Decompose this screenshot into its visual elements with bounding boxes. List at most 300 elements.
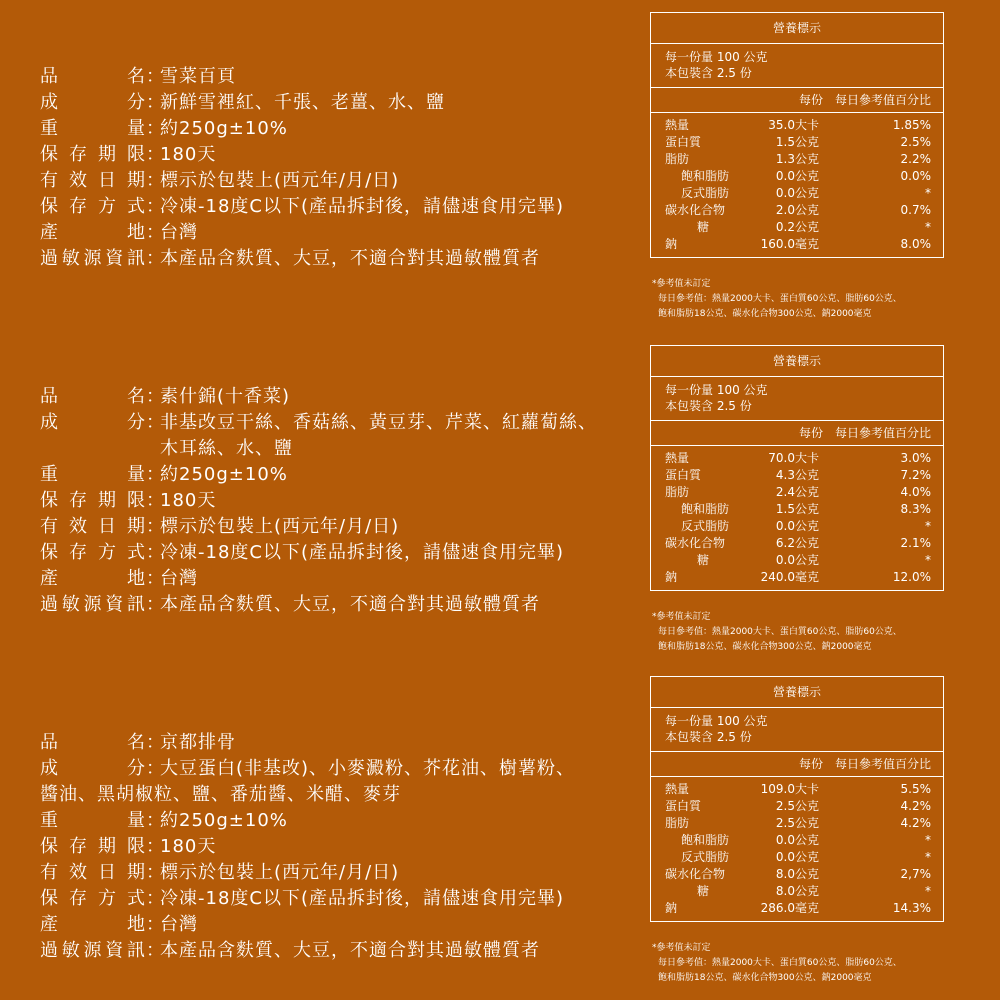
info-colon: ： xyxy=(146,862,165,883)
servings-per-pack: 本包裝含 2.5 份 xyxy=(665,730,752,744)
info-colon: ： xyxy=(146,222,165,243)
nutrient-name: 鈉 xyxy=(665,570,678,584)
label-char: 訊 xyxy=(127,594,146,615)
info-value-name: 雪菜百頁 xyxy=(160,66,236,87)
label-char: 產 xyxy=(40,568,59,589)
nutrient-amount: 109.0大卡 xyxy=(760,782,819,796)
info-colon: ： xyxy=(146,248,165,269)
info-value-origin: 台灣 xyxy=(160,568,198,589)
nutrient-name: 碳水化合物 xyxy=(665,536,726,550)
nutrient-amount: 2.5公克 xyxy=(775,816,819,830)
info-label xyxy=(40,246,146,272)
info-label xyxy=(40,90,146,116)
nutrient-amount: 1.3公克 xyxy=(775,152,819,166)
nutrient-percent: 14.3% xyxy=(892,901,931,915)
footnote-line: 飽和脂肪18公克、碳水化合物300公克、鈉2000毫克 xyxy=(658,642,872,652)
label-char: 限 xyxy=(127,144,146,165)
serving-info xyxy=(651,377,943,421)
info-label xyxy=(40,220,146,246)
nutrient-amount: 0.0公克 xyxy=(775,519,819,533)
info-value-storage: 冷凍-18度C以下(產品拆封後，請儘速食用完畢) xyxy=(160,542,565,563)
label-char: 有 xyxy=(40,862,59,883)
nutrient-name: 碳水化合物 xyxy=(665,203,726,217)
info-value-ingredients: 非基改豆干絲、香菇絲、黃豆芽、芹菜、紅蘿蔔絲、 xyxy=(160,412,597,433)
info-colon: ： xyxy=(146,118,165,139)
label-char: 過 xyxy=(40,940,59,961)
label-char: 源 xyxy=(83,248,103,269)
info-value-allergen: 本產品含麩質、大豆，不適合對其過敏體質者 xyxy=(160,940,540,961)
info-colon: ： xyxy=(146,940,165,961)
nutrition-row xyxy=(665,815,931,832)
nutrient-name: 熱量 xyxy=(665,118,690,132)
footnote-line: 每日參考值：熱量2000大卡、蛋白質60公克、脂肪60公克、 xyxy=(658,958,902,968)
nutrient-amount: 2.0公克 xyxy=(775,203,819,217)
label-char: 效 xyxy=(69,862,88,883)
label-char: 有 xyxy=(40,516,59,537)
label-char: 日 xyxy=(98,516,117,537)
info-colon: ： xyxy=(146,732,165,753)
info-colon: ： xyxy=(146,888,165,909)
label-char: 期 xyxy=(98,836,117,857)
nutrition-footnote xyxy=(652,941,982,986)
nutrition-row xyxy=(665,849,931,866)
serving-info xyxy=(651,708,943,752)
info-label xyxy=(40,912,146,938)
nutrient-percent: * xyxy=(925,519,931,533)
nutrient-name: 蛋白質 xyxy=(665,799,702,813)
label-char: 成 xyxy=(40,412,59,433)
info-value-name: 京都排骨 xyxy=(160,732,236,753)
nutrition-panel xyxy=(650,345,944,591)
info-colon: ： xyxy=(146,914,165,935)
info-value-shelf: 180天 xyxy=(160,836,217,857)
label-char: 日 xyxy=(98,170,117,191)
col-daily-value: 每日參考值百分比 xyxy=(834,426,931,440)
nutrient-name: 脂肪 xyxy=(665,485,690,499)
info-value-shelf: 180天 xyxy=(160,144,217,165)
label-char: 產 xyxy=(40,914,59,935)
footnote-line: 每日參考值：熱量2000大卡、蛋白質60公克、脂肪60公克、 xyxy=(658,294,902,304)
info-row-storage xyxy=(40,194,564,220)
info-colon: ： xyxy=(146,810,165,831)
info-row-weight xyxy=(40,462,288,488)
nutrition-footnote xyxy=(652,277,982,322)
nutrition-row xyxy=(665,185,931,202)
label-char: 地 xyxy=(127,914,146,935)
info-row-name xyxy=(40,384,290,410)
label-char: 限 xyxy=(127,490,146,511)
nutrient-percent: 4.2% xyxy=(900,799,931,813)
info-row-allergen xyxy=(40,246,540,272)
nutrition-title: 營養標示 xyxy=(651,346,943,377)
label-char: 重 xyxy=(40,810,59,831)
info-colon: ： xyxy=(146,92,165,113)
nutrient-percent: 7.2% xyxy=(900,468,931,482)
col-per-serving: 每份 xyxy=(798,93,823,107)
info-row-storage xyxy=(40,540,564,566)
nutrition-row xyxy=(665,134,931,151)
nutrient-name: 反式脂肪 xyxy=(681,850,730,864)
label-char: 資 xyxy=(105,248,125,269)
info-label xyxy=(40,462,146,488)
nutrient-percent: 1.85% xyxy=(892,118,931,132)
nutrient-percent: 8.0% xyxy=(900,237,931,251)
nutrient-name: 反式脂肪 xyxy=(681,186,730,200)
label-char: 名 xyxy=(127,386,146,407)
info-label xyxy=(40,168,146,194)
nutrition-row xyxy=(665,484,931,501)
nutrient-amount: 160.0毫克 xyxy=(760,237,819,251)
label-char: 存 xyxy=(69,196,88,217)
nutrient-percent: 3.0% xyxy=(900,451,931,465)
nutrient-amount: 1.5公克 xyxy=(775,135,819,149)
nutrient-percent: * xyxy=(925,553,931,567)
nutrient-amount: 4.3公克 xyxy=(775,468,819,482)
info-value-allergen: 本產品含麩質、大豆，不適合對其過敏體質者 xyxy=(160,248,540,269)
label-char: 存 xyxy=(69,542,88,563)
nutrition-panel xyxy=(650,676,944,922)
label-char: 保 xyxy=(40,144,59,165)
info-label xyxy=(40,756,146,782)
info-colon: ： xyxy=(146,490,165,511)
info-row-ingredients xyxy=(40,90,445,116)
nutrition-row xyxy=(665,866,931,883)
nutrient-percent: 2.5% xyxy=(900,135,931,149)
label-char: 品 xyxy=(40,66,59,87)
info-label xyxy=(40,730,146,756)
info-value-expiry: 標示於包裝上(西元年/月/日) xyxy=(160,170,400,191)
info-row-weight xyxy=(40,116,288,142)
label-char: 量 xyxy=(127,810,146,831)
nutrient-percent: * xyxy=(925,884,931,898)
nutrient-percent: 0.7% xyxy=(900,203,931,217)
nutrition-row xyxy=(665,501,931,518)
nutrition-row xyxy=(665,518,931,535)
nutrient-name: 鈉 xyxy=(665,901,678,915)
info-label xyxy=(40,64,146,90)
info-colon: ： xyxy=(146,66,165,87)
nutrition-title: 營養標示 xyxy=(651,677,943,708)
nutrient-amount: 0.0公克 xyxy=(775,833,819,847)
nutrient-name: 蛋白質 xyxy=(665,468,702,482)
nutrient-amount: 70.0大卡 xyxy=(768,451,819,465)
label-char: 保 xyxy=(40,836,59,857)
info-value-allergen: 本產品含麩質、大豆，不適合對其過敏體質者 xyxy=(160,594,540,615)
nutrient-name: 反式脂肪 xyxy=(681,519,730,533)
info-label xyxy=(40,834,146,860)
label-char: 過 xyxy=(40,594,59,615)
label-char: 存 xyxy=(69,836,88,857)
info-row-ingredients xyxy=(40,410,597,436)
nutrient-name: 脂肪 xyxy=(665,816,690,830)
nutrient-amount: 1.5公克 xyxy=(775,502,819,516)
nutrient-percent: 5.5% xyxy=(900,782,931,796)
info-value-expiry: 標示於包裝上(西元年/月/日) xyxy=(160,516,400,537)
info-row-shelf xyxy=(40,834,216,860)
nutrition-row xyxy=(665,236,931,253)
info-row-shelf xyxy=(40,488,216,514)
nutrient-percent: 4.0% xyxy=(900,485,931,499)
nutrient-amount: 2.4公克 xyxy=(775,485,819,499)
info-label xyxy=(40,116,146,142)
label-char: 式 xyxy=(127,888,146,909)
label-char: 期 xyxy=(127,516,146,537)
info-value-ingredients-cont: 醬油、黑胡椒粒、鹽、番茄醬、米醋、麥芽 xyxy=(40,784,401,805)
info-row-expiry xyxy=(40,860,399,886)
nutrition-header xyxy=(651,88,943,113)
info-value-weight: 約250g±10% xyxy=(160,810,288,831)
info-value-expiry: 標示於包裝上(西元年/月/日) xyxy=(160,862,400,883)
label-char: 源 xyxy=(83,940,103,961)
info-row-expiry xyxy=(40,514,399,540)
label-char: 資 xyxy=(105,940,125,961)
nutrient-amount: 0.0公克 xyxy=(775,169,819,183)
nutrition-header xyxy=(651,421,943,446)
info-colon: ： xyxy=(146,386,165,407)
info-label xyxy=(40,410,146,436)
label-char: 成 xyxy=(40,758,59,779)
nutrition-row xyxy=(665,202,931,219)
info-row-name xyxy=(40,730,236,756)
nutrition-row xyxy=(665,781,931,798)
info-value-ingredients: 新鮮雪裡紅、千張、老薑、水、鹽 xyxy=(160,92,445,113)
info-colon: ： xyxy=(146,412,165,433)
nutrition-row xyxy=(665,450,931,467)
label-char: 式 xyxy=(127,196,146,217)
nutrient-amount: 0.0公克 xyxy=(775,850,819,864)
label-char: 名 xyxy=(127,66,146,87)
label-char: 量 xyxy=(127,464,146,485)
info-label xyxy=(40,566,146,592)
nutrition-header xyxy=(651,752,943,777)
nutrient-name: 鈉 xyxy=(665,237,678,251)
label-char: 訊 xyxy=(127,940,146,961)
footnote-line: *參考值未訂定 xyxy=(652,943,711,953)
info-label xyxy=(40,938,146,964)
nutrient-name: 飽和脂肪 xyxy=(681,169,730,183)
nutrition-row xyxy=(665,798,931,815)
info-label xyxy=(40,142,146,168)
label-char: 分 xyxy=(127,412,146,433)
info-row-ingredients xyxy=(40,756,575,782)
info-label xyxy=(40,540,146,566)
info-value-weight: 約250g±10% xyxy=(160,118,288,139)
nutrient-percent: * xyxy=(925,850,931,864)
label-char: 分 xyxy=(127,92,146,113)
info-value-ingredients-cont: 木耳絲、水、鹽 xyxy=(160,438,293,459)
label-char: 存 xyxy=(69,490,88,511)
info-label xyxy=(40,886,146,912)
info-colon: ： xyxy=(146,464,165,485)
col-daily-value: 每日參考值百分比 xyxy=(834,757,931,771)
label-char: 保 xyxy=(40,490,59,511)
label-char: 保 xyxy=(40,196,59,217)
nutrition-title: 營養標示 xyxy=(651,13,943,44)
info-label xyxy=(40,384,146,410)
nutrient-amount: 0.0公克 xyxy=(775,186,819,200)
info-label xyxy=(40,808,146,834)
nutrient-name: 糖 xyxy=(697,220,710,234)
nutrition-row xyxy=(665,168,931,185)
info-row-allergen xyxy=(40,592,540,618)
label-char: 資 xyxy=(105,594,125,615)
serving-size: 每一份量 100 公克 xyxy=(665,383,768,397)
label-char: 期 xyxy=(98,490,117,511)
nutrient-amount: 6.2公克 xyxy=(775,536,819,550)
nutrient-percent: 0.0% xyxy=(900,169,931,183)
nutrition-row xyxy=(665,569,931,586)
nutrition-row xyxy=(665,117,931,134)
label-char: 訊 xyxy=(127,248,146,269)
nutrition-row xyxy=(665,832,931,849)
info-label xyxy=(40,194,146,220)
nutrition-footnote xyxy=(652,610,982,655)
col-daily-value: 每日參考值百分比 xyxy=(834,93,931,107)
nutrition-row xyxy=(665,219,931,236)
info-value-origin: 台灣 xyxy=(160,914,198,935)
serving-size: 每一份量 100 公克 xyxy=(665,50,768,64)
info-row-origin xyxy=(40,220,198,246)
nutrition-row xyxy=(665,151,931,168)
nutrition-row xyxy=(665,535,931,552)
nutrition-rows xyxy=(651,113,943,257)
label-char: 效 xyxy=(69,170,88,191)
nutrition-rows xyxy=(651,446,943,590)
label-char: 期 xyxy=(127,170,146,191)
label-char: 敏 xyxy=(61,594,81,615)
col-per-serving: 每份 xyxy=(798,426,823,440)
nutrient-name: 糖 xyxy=(697,553,710,567)
nutrition-row xyxy=(665,883,931,900)
label-char: 量 xyxy=(127,118,146,139)
info-row-storage xyxy=(40,886,564,912)
nutrition-row xyxy=(665,900,931,917)
info-value-shelf: 180天 xyxy=(160,490,217,511)
info-value-ingredients: 大豆蛋白(非基改)、小麥澱粉、芥花油、樹薯粉、 xyxy=(160,758,576,779)
label-char: 保 xyxy=(40,542,59,563)
nutrient-name: 熱量 xyxy=(665,782,690,796)
label-char: 名 xyxy=(127,732,146,753)
info-value-origin: 台灣 xyxy=(160,222,198,243)
info-row-origin xyxy=(40,912,198,938)
nutrient-amount: 240.0毫克 xyxy=(760,570,819,584)
label-char: 品 xyxy=(40,386,59,407)
info-colon: ： xyxy=(146,144,165,165)
footnote-line: *參考值未訂定 xyxy=(652,279,711,289)
label-char: 期 xyxy=(98,144,117,165)
col-per-serving: 每份 xyxy=(798,757,823,771)
info-label xyxy=(40,514,146,540)
nutrient-name: 脂肪 xyxy=(665,152,690,166)
servings-per-pack: 本包裝含 2.5 份 xyxy=(665,66,752,80)
nutrient-percent: 2.2% xyxy=(900,152,931,166)
info-colon: ： xyxy=(146,568,165,589)
info-colon: ： xyxy=(146,542,165,563)
nutrient-percent: * xyxy=(925,186,931,200)
label-char: 地 xyxy=(127,222,146,243)
serving-size: 每一份量 100 公克 xyxy=(665,714,768,728)
info-row-name xyxy=(40,64,236,90)
label-char: 式 xyxy=(127,542,146,563)
nutrient-amount: 8.0公克 xyxy=(775,867,819,881)
info-value-weight: 約250g±10% xyxy=(160,464,288,485)
nutrient-name: 蛋白質 xyxy=(665,135,702,149)
label-char: 有 xyxy=(40,170,59,191)
servings-per-pack: 本包裝含 2.5 份 xyxy=(665,399,752,413)
footnote-line: *參考值未訂定 xyxy=(652,612,711,622)
info-row-origin xyxy=(40,566,198,592)
nutrient-percent: 12.0% xyxy=(892,570,931,584)
label-char: 地 xyxy=(127,568,146,589)
nutrition-row xyxy=(665,552,931,569)
info-row-expiry xyxy=(40,168,399,194)
label-char: 日 xyxy=(98,862,117,883)
info-label xyxy=(40,488,146,514)
nutrient-percent: * xyxy=(925,833,931,847)
nutrient-name: 糖 xyxy=(697,884,710,898)
info-colon: ： xyxy=(146,516,165,537)
info-value-storage: 冷凍-18度C以下(產品拆封後，請儘速食用完畢) xyxy=(160,196,565,217)
nutrient-amount: 8.0公克 xyxy=(775,884,819,898)
label-char: 過 xyxy=(40,248,59,269)
nutrient-percent: 8.3% xyxy=(900,502,931,516)
info-row-weight xyxy=(40,808,288,834)
label-char: 方 xyxy=(98,542,117,563)
nutrient-percent: * xyxy=(925,220,931,234)
nutrient-amount: 286.0毫克 xyxy=(760,901,819,915)
info-colon: ： xyxy=(146,836,165,857)
info-colon: ： xyxy=(146,170,165,191)
label-char: 方 xyxy=(98,888,117,909)
label-char: 重 xyxy=(40,118,59,139)
label-char: 存 xyxy=(69,144,88,165)
label-char: 期 xyxy=(127,862,146,883)
nutrient-name: 熱量 xyxy=(665,451,690,465)
info-label xyxy=(40,860,146,886)
nutrient-amount: 35.0大卡 xyxy=(768,118,819,132)
label-char: 效 xyxy=(69,516,88,537)
label-char: 存 xyxy=(69,888,88,909)
serving-info xyxy=(651,44,943,88)
info-row-shelf xyxy=(40,142,216,168)
nutrient-amount: 0.2公克 xyxy=(775,220,819,234)
info-colon: ： xyxy=(146,758,165,779)
info-value-storage: 冷凍-18度C以下(產品拆封後，請儘速食用完畢) xyxy=(160,888,565,909)
footnote-line: 飽和脂肪18公克、碳水化合物300公克、鈉2000毫克 xyxy=(658,309,872,319)
nutrition-panel xyxy=(650,12,944,258)
label-char: 產 xyxy=(40,222,59,243)
info-value-name: 素什錦(十香菜) xyxy=(160,386,291,407)
label-char: 方 xyxy=(98,196,117,217)
info-row-allergen xyxy=(40,938,540,964)
label-char: 重 xyxy=(40,464,59,485)
label-char: 保 xyxy=(40,888,59,909)
footnote-line: 飽和脂肪18公克、碳水化合物300公克、鈉2000毫克 xyxy=(658,973,872,983)
nutrient-name: 飽和脂肪 xyxy=(681,833,730,847)
nutrient-name: 飽和脂肪 xyxy=(681,502,730,516)
label-char: 源 xyxy=(83,594,103,615)
label-char: 限 xyxy=(127,836,146,857)
footnote-line: 每日參考值：熱量2000大卡、蛋白質60公克、脂肪60公克、 xyxy=(658,627,902,637)
info-colon: ： xyxy=(146,594,165,615)
nutrition-rows xyxy=(651,777,943,921)
nutrient-name: 碳水化合物 xyxy=(665,867,726,881)
info-colon: ： xyxy=(146,196,165,217)
nutrient-amount: 2.5公克 xyxy=(775,799,819,813)
nutrient-percent: 2.1% xyxy=(900,536,931,550)
label-char: 敏 xyxy=(61,248,81,269)
label-char: 敏 xyxy=(61,940,81,961)
